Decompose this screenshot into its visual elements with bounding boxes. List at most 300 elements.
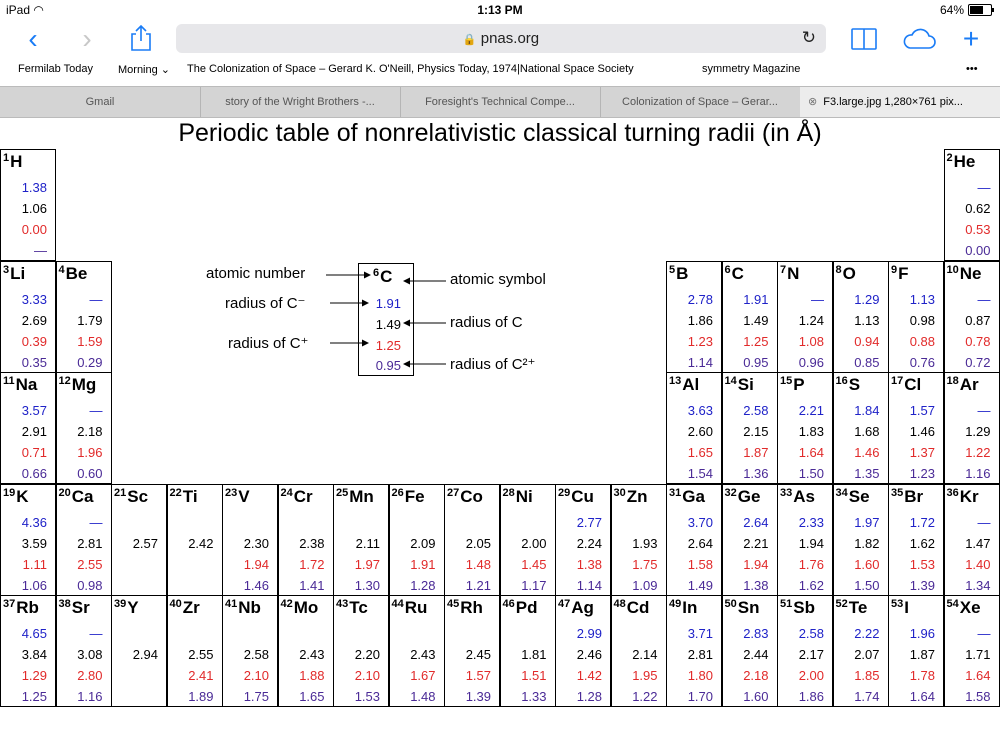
radius-neutral: 2.24 (576, 535, 602, 551)
element-symbol: Tc (349, 598, 368, 617)
atomic-number: 4 (58, 263, 65, 276)
radius-neutral: 1.86 (687, 312, 713, 328)
chevron-right-icon: › (82, 23, 92, 54)
radius-neutral: 2.15 (743, 424, 769, 439)
bookmarks-more-button[interactable]: ••• (966, 63, 978, 75)
atomic-number: 41 (225, 598, 238, 610)
radius-cation: 1.65 (687, 445, 713, 460)
page-title: Periodic table of nonrelativistic classical turning radii (in Å) (178, 119, 822, 147)
share-icon (130, 25, 152, 51)
atomic-number: 50 (724, 598, 737, 610)
bookmark-fermilab-today[interactable]: Fermilab Today (18, 63, 93, 75)
radius-neutral: 2.57 (132, 535, 158, 551)
tab-gmail[interactable]: Gmail (0, 87, 201, 117)
radius-cation: 1.46 (854, 445, 880, 460)
radius-neutral: 2.81 (77, 535, 103, 551)
atomic-number: 35 (891, 486, 904, 499)
radius-neutral: 2.60 (687, 424, 713, 439)
element-symbol: Fe (404, 486, 425, 506)
radius-cation: 1.58 (687, 556, 713, 572)
bookmarks-bar (0, 58, 1000, 84)
battery-percent: 64% (939, 3, 964, 17)
radius-cation: 2.41 (188, 668, 214, 683)
radius-neutral: 2.64 (687, 535, 713, 551)
radius-anion: 1.29 (854, 291, 880, 307)
back-button[interactable] (18, 20, 48, 58)
clock: 1:13 PM (477, 3, 523, 17)
radius-anion: — (89, 291, 103, 307)
radius-cation: 1.23 (687, 333, 713, 349)
radius-neutral: 0.87 (965, 312, 991, 328)
legend-symbol-value: C (380, 267, 393, 286)
radius-dication: 1.39 (465, 689, 491, 704)
radius-neutral: 2.45 (465, 647, 491, 662)
radius-cation: 1.95 (632, 668, 658, 683)
radius-dication: 1.75 (243, 689, 269, 704)
radius-cation: 1.11 (22, 556, 47, 572)
radius-neutral: 1.06 (21, 201, 47, 216)
radius-anion: 2.77 (576, 514, 602, 530)
element-symbol: Ru (404, 598, 428, 617)
radius-cation: 0.78 (965, 333, 991, 349)
radius-cation: 2.18 (743, 668, 769, 683)
radius-dication: 1.74 (854, 689, 880, 704)
radius-cation: 1.25 (743, 333, 769, 349)
atomic-number: 34 (835, 486, 848, 499)
radius-neutral: 2.20 (354, 647, 380, 662)
radius-anion: 3.70 (687, 514, 713, 530)
radius-anion: 2.78 (687, 291, 713, 307)
radius-dication: 1.09 (632, 577, 658, 593)
element-symbol: K (16, 486, 29, 506)
radius-anion: 2.58 (743, 403, 769, 418)
radius-dication: 1.62 (798, 577, 824, 593)
element-symbol: H (10, 152, 23, 171)
radius-dication: 1.22 (632, 689, 658, 704)
radius-dication: 1.14 (576, 577, 602, 593)
element-symbol: Ga (682, 486, 705, 506)
radius-cation: 1.88 (299, 668, 325, 683)
radius-cation: 1.40 (965, 556, 991, 572)
atomic-number: 8 (835, 263, 842, 276)
atomic-number: 2 (946, 152, 953, 164)
atomic-number: 7 (780, 263, 787, 276)
radius-dication: 0.60 (77, 466, 103, 481)
radius-dication: 0.66 (21, 466, 47, 481)
radius-dication: 0.98 (77, 577, 103, 593)
radius-anion: — (811, 291, 824, 307)
radius-neutral: 2.42 (188, 535, 214, 551)
radius-neutral: 2.38 (299, 535, 325, 551)
atomic-number: 37 (3, 598, 16, 610)
radius-cation: 1.67 (410, 668, 436, 683)
radius-neutral: 1.24 (798, 312, 824, 328)
element-symbol: Y (127, 598, 139, 617)
radius-anion: 4.36 (21, 514, 47, 530)
radius-dication: 1.16 (77, 689, 103, 704)
atomic-number: 3 (3, 263, 10, 276)
radius-anion: — (977, 514, 991, 530)
element-symbol: As (793, 486, 815, 506)
element-symbol: Mg (71, 375, 97, 394)
radius-neutral: 2.05 (465, 535, 491, 551)
element-symbol: Zr (182, 598, 200, 617)
plus-icon: + (962, 23, 980, 54)
atomic-number: 44 (391, 598, 404, 610)
element-symbol: Ca (71, 486, 94, 506)
radius-dication: 1.30 (354, 577, 380, 593)
radius-cation: 2.55 (77, 556, 103, 572)
element-symbol: Ti (182, 486, 198, 506)
legend-atomic-number-value: 6 (373, 267, 380, 279)
element-symbol: Mn (349, 486, 374, 506)
element-symbol: P (793, 375, 805, 394)
radius-cation: 1.60 (854, 556, 880, 572)
element-symbol: Cu (571, 486, 594, 506)
radius-cation: 0.71 (21, 445, 47, 460)
radius-neutral: 1.83 (798, 424, 824, 439)
reload-button[interactable] (802, 28, 816, 48)
radius-neutral: 1.13 (854, 312, 880, 328)
element-symbol: Be (65, 263, 88, 283)
radius-anion: 1.13 (909, 291, 935, 307)
book-icon (851, 28, 877, 50)
radius-cation: 1.78 (909, 668, 935, 683)
radius-cation: 0.94 (854, 333, 880, 349)
device-label: iPad ◠ (6, 3, 44, 17)
radius-dication: 1.86 (798, 689, 824, 704)
element-symbol: Rh (460, 598, 483, 617)
element-symbol: Sb (793, 598, 815, 617)
radius-neutral: 3.59 (21, 535, 47, 551)
element-symbol: Si (737, 375, 754, 394)
radius-neutral: 3.84 (21, 647, 47, 662)
element-symbol: Al (682, 375, 700, 394)
address-bar[interactable] (176, 24, 826, 53)
radius-neutral: 0.98 (909, 312, 935, 328)
radius-cation: 1.64 (965, 668, 991, 683)
element-symbol: S (848, 375, 861, 394)
element-symbol: Se (848, 486, 870, 506)
radius-dication: 1.39 (909, 577, 935, 593)
element-symbol: Rb (16, 598, 39, 617)
atomic-number: 40 (169, 598, 182, 610)
radius-anion: 3.63 (687, 403, 713, 418)
radius-anion: 3.57 (21, 403, 47, 418)
radius-neutral: 2.91 (21, 424, 47, 439)
atomic-number: 29 (558, 486, 571, 499)
atomic-number: 19 (3, 486, 16, 499)
radius-anion: 2.99 (576, 626, 602, 641)
atomic-number: 45 (447, 598, 460, 610)
tab-colonization[interactable]: Colonization of Space – Gerar... (600, 87, 801, 117)
radius-neutral: 2.11 (355, 535, 380, 551)
tab-wright-brothers[interactable]: story of the Wright Brothers -... (200, 87, 401, 117)
radius-cation: 1.76 (798, 556, 824, 572)
radius-neutral: 2.69 (21, 312, 47, 328)
radius-dication: 1.53 (354, 689, 380, 704)
radius-neutral: 2.81 (687, 647, 713, 662)
radius-dication: 1.17 (521, 577, 547, 593)
radius-anion: 2.83 (743, 626, 769, 641)
radius-cation: 1.91 (410, 556, 436, 572)
element-symbol: Te (848, 598, 868, 617)
radius-neutral: 1.79 (77, 312, 103, 328)
chevron-left-icon: ‹ (28, 23, 38, 54)
radius-neutral: 1.29 (965, 424, 991, 439)
atomic-number: 28 (502, 486, 515, 499)
element-symbol: Li (10, 263, 26, 283)
legend-value-cation: 1.25 (375, 338, 401, 353)
atomic-number: 26 (391, 486, 404, 499)
radius-dication: 1.06 (21, 577, 47, 593)
radius-neutral: 2.07 (854, 647, 880, 662)
radius-dication: 1.60 (743, 689, 769, 704)
atomic-number: 33 (780, 486, 793, 499)
radius-neutral: 2.46 (576, 647, 602, 662)
radius-cation: 1.87 (743, 445, 769, 460)
radius-dication: 1.28 (410, 577, 436, 593)
close-tab-icon[interactable]: ⊗ (808, 96, 818, 108)
radius-neutral: 1.68 (854, 424, 880, 439)
element-symbol: Sn (737, 598, 760, 617)
radius-anion: — (89, 626, 103, 641)
legend-atomic-number: atomic number (206, 265, 306, 282)
atomic-number: 53 (891, 598, 904, 610)
radius-neutral: 0.62 (965, 201, 991, 216)
radius-anion: 1.96 (909, 626, 935, 641)
radius-anion: 1.72 (909, 514, 935, 530)
atomic-number: 10 (946, 263, 959, 276)
legend-radius-neutral: radius of C (450, 314, 523, 331)
radius-neutral: 3.08 (77, 647, 103, 662)
radius-cation: 1.57 (465, 668, 491, 683)
atomic-number: 16 (835, 375, 848, 387)
radius-neutral: 1.46 (909, 424, 935, 439)
radius-cation: 1.08 (798, 333, 824, 349)
radius-dication: 1.21 (465, 577, 491, 593)
atomic-number: 6 (724, 263, 731, 276)
radius-cation: 1.53 (909, 556, 935, 572)
radius-cation: 1.96 (77, 445, 103, 460)
element-symbol: Cr (293, 486, 313, 506)
radius-neutral: 2.18 (77, 424, 103, 439)
radius-anion: 2.22 (854, 626, 880, 641)
atomic-number: 36 (946, 486, 959, 499)
atomic-number: 47 (558, 598, 571, 610)
legend-arrows (0, 118, 1000, 750)
radius-anion: 3.33 (21, 291, 47, 307)
radius-dication: 0.29 (77, 354, 103, 370)
radius-neutral: 1.94 (798, 535, 824, 551)
radius-dication: 0.96 (798, 354, 824, 370)
radius-anion: 1.57 (909, 403, 935, 418)
tab-f3-large-label: F3.large.jpg 1,280×761 pix... (823, 96, 963, 108)
radius-anion: — (89, 403, 103, 418)
radius-dication: 1.35 (854, 466, 880, 481)
element-symbol: He (953, 152, 976, 171)
radius-dication: 1.48 (410, 689, 436, 704)
radius-neutral: 1.93 (632, 535, 658, 551)
atomic-number: 9 (891, 263, 898, 276)
element-symbol: Kr (959, 486, 979, 506)
radius-cation: 0.39 (21, 333, 47, 349)
radius-cation: 1.51 (521, 668, 547, 683)
radius-neutral: 1.49 (743, 312, 769, 328)
element-symbol: Br (904, 486, 924, 506)
element-symbol: Ni (515, 486, 533, 506)
radius-neutral: 1.87 (909, 647, 935, 662)
radius-anion: — (977, 180, 991, 195)
radius-dication: 1.23 (909, 466, 935, 481)
radius-dication: 1.50 (854, 577, 880, 593)
radius-dication: 1.50 (798, 466, 824, 481)
cloud-icon (902, 28, 936, 50)
radius-cation: 2.00 (798, 668, 824, 683)
element-symbol: N (787, 263, 800, 283)
radius-dication: 1.64 (909, 689, 935, 704)
radius-anion: — (977, 291, 991, 307)
radius-anion: 1.38 (21, 180, 47, 195)
atomic-number: 5 (669, 263, 676, 276)
bookmarks-button[interactable] (848, 20, 880, 58)
atomic-number: 42 (280, 598, 293, 610)
element-symbol: B (676, 263, 689, 283)
atomic-number: 15 (780, 375, 793, 387)
atomic-number: 24 (280, 486, 293, 499)
tab-f3-large[interactable] (800, 87, 1000, 117)
wifi-icon: ◠ (33, 3, 44, 17)
radius-dication: 1.36 (743, 466, 769, 481)
bookmark-symmetry-magazine[interactable]: symmetry Magazine (702, 63, 801, 75)
radius-anion: — (89, 514, 103, 530)
radius-neutral: 2.94 (132, 647, 158, 662)
new-tab-button[interactable] (956, 20, 986, 58)
legend-atomic-symbol: atomic symbol (450, 271, 546, 288)
radius-dication: 1.65 (299, 689, 325, 704)
radius-dication: 0.85 (854, 354, 880, 370)
radius-neutral: 2.55 (188, 647, 214, 662)
radius-dication: 1.16 (965, 466, 991, 481)
icloud-tabs-button[interactable] (900, 20, 938, 58)
element-symbol: Co (460, 486, 483, 506)
radius-neutral: 2.00 (521, 535, 547, 551)
radius-neutral: 2.09 (410, 535, 436, 551)
radius-anion: 1.84 (854, 403, 880, 418)
radius-cation: 1.42 (576, 668, 602, 683)
radius-anion: — (977, 626, 991, 641)
atomic-number: 31 (669, 486, 682, 499)
radius-cation: 1.94 (243, 556, 269, 572)
radius-anion: 4.65 (21, 626, 47, 641)
radius-dication: 1.46 (243, 577, 269, 593)
element-symbol: In (682, 598, 698, 617)
radius-neutral: 1.82 (854, 535, 880, 551)
element-symbol: I (904, 598, 909, 617)
radius-neutral: 1.47 (965, 535, 991, 551)
radius-neutral: 2.44 (743, 647, 769, 662)
element-symbol: Ag (571, 598, 594, 617)
tab-bar (0, 86, 1000, 118)
radius-dication: 1.25 (21, 689, 47, 704)
radius-dication: 1.54 (687, 466, 713, 481)
url-text: pnas.org (480, 30, 540, 47)
element-symbol: Ar (959, 375, 979, 394)
radius-cation: 1.75 (632, 556, 658, 572)
element-symbol: C (731, 263, 744, 283)
atomic-number: 48 (613, 598, 626, 610)
element-symbol: Cd (626, 598, 650, 617)
radius-dication: 1.34 (965, 577, 991, 593)
radius-dication: 0.95 (743, 354, 769, 370)
element-symbol: Sr (71, 598, 90, 617)
atomic-number: 30 (613, 486, 626, 499)
radius-cation: 0.53 (965, 222, 991, 237)
radius-cation: 1.37 (909, 445, 935, 460)
radius-dication: 0.35 (21, 354, 47, 370)
atomic-number: 32 (724, 486, 737, 499)
element-symbol: Ne (959, 263, 982, 283)
atomic-number: 11 (3, 375, 15, 387)
element-symbol: Sc (127, 486, 149, 506)
radius-anion: 2.21 (798, 403, 824, 418)
radius-anion: 1.91 (743, 291, 769, 307)
share-button[interactable] (126, 20, 156, 58)
radius-cation: 1.59 (77, 333, 103, 349)
tab-foresight[interactable]: Foresight's Technical Compe... (400, 87, 601, 117)
forward-button[interactable] (72, 20, 102, 58)
radius-cation: 1.38 (576, 556, 602, 572)
radius-neutral: 1.62 (909, 535, 935, 551)
atomic-number: 54 (946, 598, 959, 610)
atomic-number: 27 (447, 486, 460, 499)
atomic-number: 38 (58, 598, 71, 610)
radius-neutral: 2.43 (410, 647, 436, 662)
radius-cation: 1.64 (798, 445, 824, 460)
element-symbol: V (238, 486, 250, 506)
image-viewer (0, 118, 1000, 750)
radius-cation: 2.10 (243, 668, 269, 683)
atomic-number: 18 (946, 375, 959, 387)
radius-cation: 1.80 (687, 668, 713, 683)
legend-value-neutral: 1.49 (375, 317, 401, 332)
element-symbol: Ge (737, 486, 761, 506)
radius-cation: 0.88 (909, 333, 935, 349)
radius-dication: 0.72 (965, 354, 991, 370)
atomic-number: 13 (669, 375, 682, 387)
radius-dication: 1.89 (188, 689, 214, 704)
element-symbol: Xe (959, 598, 981, 617)
atomic-number: 21 (114, 486, 127, 499)
legend-value-dication: 0.95 (375, 358, 401, 373)
atomic-number: 43 (336, 598, 349, 610)
radius-dication: 1.70 (687, 689, 713, 704)
element-symbol: F (898, 263, 909, 283)
radius-neutral: 2.14 (632, 647, 658, 662)
legend-value-anion: 1.91 (375, 296, 401, 311)
bookmark-morning[interactable]: Morning ⌄ (118, 64, 171, 76)
radius-dication: 0.00 (965, 243, 991, 258)
reload-icon: ↻ (801, 28, 816, 47)
radius-neutral: 2.21 (743, 535, 769, 551)
radius-cation: 0.00 (21, 222, 47, 237)
radius-dication: 0.76 (909, 354, 935, 370)
bookmark-colonization-of-space[interactable]: The Colonization of Space – Gerard K. O'Neill, Physics Today, 1974|National Space Society (187, 63, 634, 75)
radius-cation: 1.97 (354, 556, 380, 572)
radius-neutral: 1.71 (965, 647, 991, 662)
atomic-number: 39 (114, 598, 127, 610)
atomic-number: 25 (336, 486, 349, 499)
